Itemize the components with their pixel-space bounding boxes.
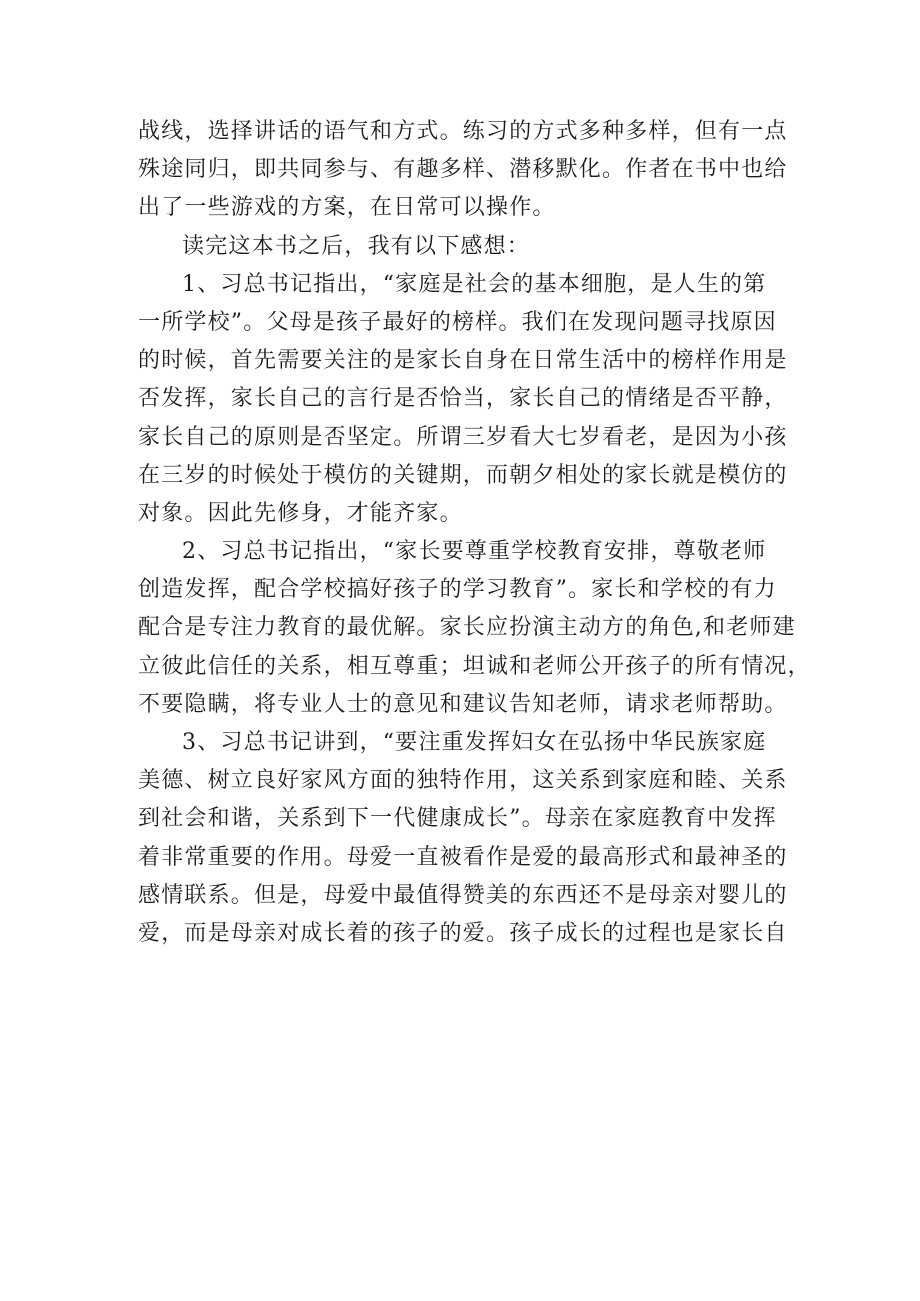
text-line: 感情联系。但是，母爱中最值得赞美的东西还不是母亲对婴儿的 <box>138 882 788 908</box>
text-line: 殊途同归，即共同参与、有趣多样、潜移默化。作者在书中也给 <box>138 157 788 183</box>
text-line: 对象。因此先修身，才能齐家。 <box>138 500 463 526</box>
document-body <box>138 113 811 953</box>
text-line: 配合是专注力教育的最优解。家长应扮演主动方的角色,和老师建 <box>138 615 796 641</box>
text-line: 美德、树立良好家风方面的独特作用，这关系到家庭和睦、关系 <box>138 768 788 794</box>
text-line: 战线，选择讲话的语气和方式。练习的方式多种多样，但有一点 <box>138 119 788 144</box>
text-line: 家长自己的原则是否坚定。所谓三岁看大七岁看老，是因为小孩 <box>138 424 788 450</box>
paragraph-first-line: 3、习总书记讲到，“要注重发挥妇女在弘扬中华民族家庭 <box>182 730 767 755</box>
text-line: 立彼此信任的关系，相互尊重；坦诚和老师公开孩子的所有情况， <box>138 653 811 679</box>
text-line: 在三岁的时候处于模仿的关键期，而朝夕相处的家长就是模仿的 <box>138 462 788 488</box>
text-line: 到社会和谐，关系到下一代健康成长”。母亲在家庭教育中发挥 <box>138 806 777 832</box>
text-line: 否发挥，家长自己的言行是否恰当，家长自己的情绪是否平静， <box>138 386 788 412</box>
text-line: 出了一些游戏的方案，在日常可以操作。 <box>138 195 556 221</box>
text-line: 创造发挥，配合学校搞好孩子的学习教育”。家长和学校的有力 <box>138 577 777 603</box>
paragraph-first-line: 2、习总书记指出，“家长要尊重学校教育安排，尊敬老师 <box>182 539 767 565</box>
text-line: 爱，而是母亲对成长着的孩子的爱。孩子成长的过程也是家长自 <box>138 920 788 946</box>
text-line: 不要隐瞒，将专业人士的意见和建议告知老师，请求老师帮助。 <box>138 691 788 717</box>
text-line: 一所学校”。父母是孩子最好的榜样。我们在发现问题寻找原因 <box>138 309 777 335</box>
text-line: 的时候，首先需要关注的是家长自身在日常生活中的榜样作用是 <box>138 348 788 374</box>
paragraph-first-line: 读完这本书之后，我有以下感想： <box>182 233 531 259</box>
paragraph-first-line: 1、习总书记指出，“家庭是社会的基本细胞，是人生的第 <box>182 271 767 297</box>
text-line: 着非常重要的作用。母爱一直被看作是爱的最高形式和最神圣的 <box>138 844 788 870</box>
